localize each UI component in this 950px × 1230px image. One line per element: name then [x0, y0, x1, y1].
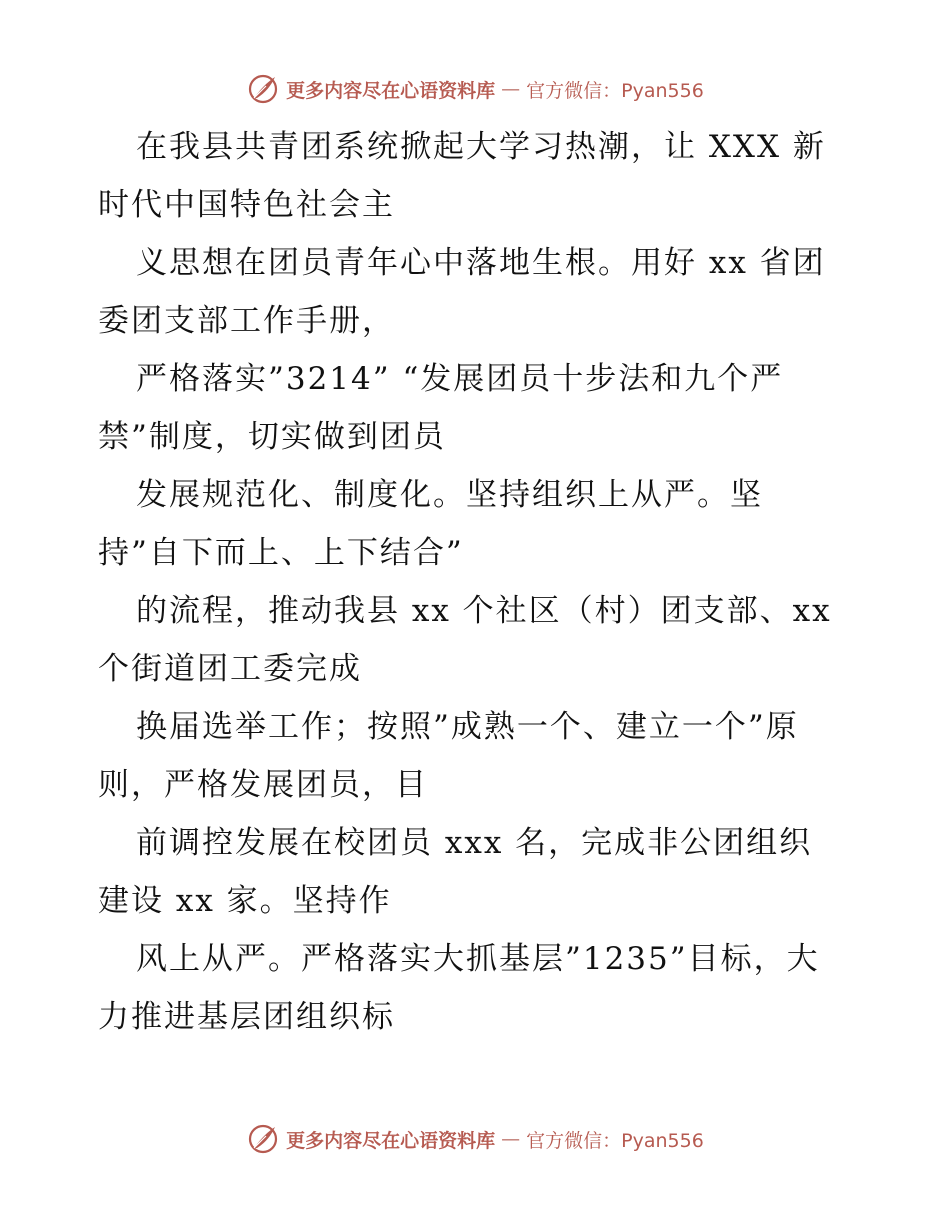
footer-watermark: [0, 1122, 950, 1156]
watermark-contact: 官方微信：Pyan556: [526, 79, 704, 102]
text-line: 严格落实”3214” “发展团员十步法和九个严: [136, 361, 784, 397]
text-line: 委团支部工作手册，: [98, 303, 395, 339]
watermark-brand: 更多内容尽在心语资料库: [286, 79, 496, 102]
watermark-brand: 更多内容尽在心语资料库: [286, 1129, 496, 1152]
text-line: 风上从严。严格落实大抓基层”1235”目标，大: [136, 941, 820, 977]
feather-pen-logo-icon: [246, 72, 280, 106]
text-line: 时代中国特色社会主: [98, 187, 395, 223]
text-line: 在我县共青团系统掀起大学习热潮，让 XXX 新: [136, 129, 826, 165]
text-line: 义思想在团员青年心中落地生根。用好 xx 省团: [136, 245, 826, 281]
text-line: 则，严格发展团员，目: [98, 767, 428, 803]
watermark-separator: —: [501, 1128, 521, 1150]
header-watermark: [0, 72, 950, 106]
watermark-contact: 官方微信：Pyan556: [526, 1129, 704, 1152]
watermark-separator: —: [501, 78, 521, 100]
text-line: 个街道团工委完成: [98, 651, 362, 687]
text-line: 力推进基层团组织标: [98, 999, 395, 1035]
feather-pen-logo-icon: [246, 1122, 280, 1156]
document-body: [98, 118, 858, 1046]
text-line: 的流程，推动我县 xx 个社区（村）团支部、xx: [136, 593, 832, 629]
text-line: 前调控发展在校团员 xxx 名，完成非公团组织: [136, 825, 813, 861]
text-line: 持”自下而上、上下结合”: [98, 535, 464, 571]
text-line: 发展规范化、制度化。坚持组织上从严。坚: [136, 477, 763, 513]
text-line: 禁”制度，切实做到团员: [98, 419, 446, 455]
text-line: 建设 xx 家。坚持作: [98, 883, 392, 919]
text-line: 换届选举工作；按照”成熟一个、建立一个”原: [136, 709, 799, 745]
